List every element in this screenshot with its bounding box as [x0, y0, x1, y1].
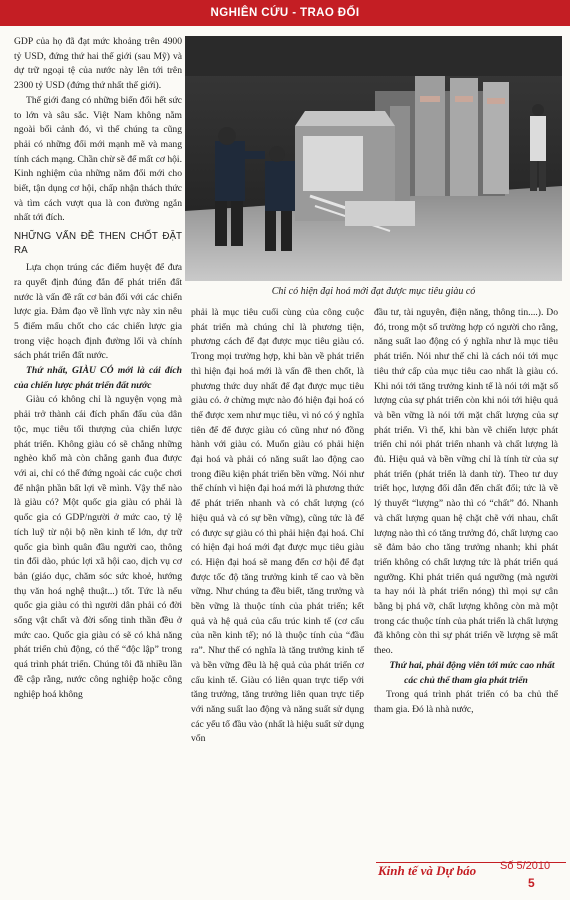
printing-press-image — [185, 36, 562, 281]
paragraph: Lựa chọn trúng các điểm huyệt để đưa ra quyết định đúng đắn để phát triển đất nước là vấn đề rất cơ bản đối với các chiến lược gia. Đảm đạo về lĩnh vực này xin nêu 5 điểm mấu chốt cho các chiến lược gia trong việc hoạch định đường lối và chính sách phát triển đất nước. — [14, 262, 182, 362]
column-3 — [374, 306, 558, 718]
subheading: Thứ nhất, GIÀU CÓ mới là cái đích của chiến lược phát triển đất nước — [14, 365, 182, 391]
photo-caption: Chỉ có hiện đại hoá mới đạt được mục tiêu giàu có — [271, 286, 476, 297]
issue-number: Số 5/2010 — [500, 860, 551, 872]
section-heading: NHỮNG VẤN ĐỀ THEN CHỐT ĐẶT RA — [14, 231, 182, 257]
paragraph: đầu tư, tài nguyên, điện năng, thông tin....). Do đó, trong một số trường hợp có người cho rằng, năng suất lao động có ý nghĩa như là mục tiêu phát triển. Nói như thế chỉ là cách nói tới mục tiêu thứ cấp của mục tiêu cao nhất là giàu có. Khi nói tới tăng trưởng kinh tế là nói tới mặt số lượng của sự phát triển còn khi nói tới hiệu quả và bền vững là nói tới mặt chất lượng của sự phát triển. Vì thế, khi bàn về chiến lược phát triển chỉ nói phát triển nhanh và chất lượng là đủ. Hiệu quả và bền vững chỉ là tính từ của sự phát triển (phát triển là danh từ). Theo tư duy triết học, lượng đổi dẫn đến chất đổi; tức là về lý thuyết “lượng” nào thì có “chất” đó. Nhanh và chất lượng quan hệ chặt chẽ với nhau, chất lượng nào thì có tăng trưởng đó, chất lượng cao sẽ đảm bảo cho tăng trưởng nhanh; khi phát triển không có chất lượng tức là phát triển quá ngưỡng. Khi phát triển quá ngưỡng (mà người ta hay nói là phát triển nóng) thì mọi sự cân bằng bị phá vỡ, chất lượng không còn mà một trong các thuộc tính của phát triển là chất lượng đã không còn thì sự phát triển về lượng sẽ mất theo. — [374, 307, 558, 657]
page-number: 5 — [528, 876, 535, 890]
column-1 — [14, 35, 182, 702]
section-header — [0, 0, 570, 26]
subheading: Thứ hai, phải động viên tới mức cao nhất các chủ thể tham gia phát triển — [389, 659, 555, 686]
paragraph: Thế giới đang có những biến đổi hết sức to lớn và sâu sắc. Việt Nam không nằm ngoài bối cảnh đó, vì thế chúng ta cũng phải có những đổi mới mạnh mẽ và mang tính cách mạng. Chần chừ sẽ để mất cơ hội. Kinh nghiệm của những năm đổi mới cho biết, tận dụng cơ hội, chấp nhận thách thức và tìm cách vượt qua là con đường ngắn nhất tới đích. — [14, 94, 182, 224]
paragraph: Giàu có không chỉ là nguyện vọng mà phải trở thành cái đích phấn đấu của dân tộc, mục tiêu tối thượng của chiến lược phát triển. Không giàu có sẽ chẳng những nghèo khổ mà còn chẳng ganh đua được với ai, chỉ có thể đứng ngoài các cuộc chơi để nhận phần bất lợi về mình. Vậy thế nào là giàu có? Một quốc gia giàu có phải là quốc gia có GDP/người ở mức cao, tỷ lệ tích luỹ từ nội bộ nền kinh tế lớn, dự trữ quốc gia bình quân đầu người cao, thông tin đối dào, phúc lợi xã hội cao, dịch vụ cơ bản (giáo dục, chăm sóc sức khoẻ, hướng thụ văn hoá nghệ thuật...) tốt. Tức là nếu quốc gia giàu có thì người dân phải có đời sống vật chất và đời sống tinh thần đều ở mức cao. Quốc gia giàu có sẽ có khả năng phát triển chủ động, có thể “độc lập” trong quá trình phát triển. Chúng tôi đã nhiều lần đề cập rằng, nước công nghiệp hoặc công nghiệp hoá không — [14, 394, 182, 700]
paragraph: Trong quá trình phát triển có ba chủ thể tham gia. Đó là nhà nước, — [374, 689, 558, 715]
publication-name: Kinh tế và Dự báo — [378, 863, 477, 878]
article-photo — [185, 36, 562, 281]
column-2 — [191, 306, 364, 747]
paragraph: phải là mục tiêu cuối cùng của công cuộc phát triển mà chúng chỉ là phương tiện, phương cách để đạt được mục tiêu giàu có. Trong mọi trường hợp, khi bàn về phát triển thì hiện đại hoá mới là vấn đề then chốt, là phương thức duy nhất để đạt được mục tiêu giàu có. ở chừng mực nào đó hiện đại hoá có thể được xem như mục tiêu, vì nó có ý nghĩa tiên để để được giàu có cũng như nó đồng hành với giàu có. Muốn giàu có phải hiện đại hoá và phải có năng suất lao động cao trong điều kiện phát triển bền vững. Nói như thế chính vì hiện đại hoá mới là phương thức để phát triển nhanh và có chất lượng (có hiệu quả và có sự bền vững), cũng tức là để có được sự giàu có thì phải hiện đại hoá. Chỉ có hiện đại hoá mới đạt được mục tiêu giàu có. Hiện đại hoá sẽ mang đến cơ hội để đạt được tốc độ tăng trưởng kinh tế cao và bền vững. Như chúng ta đều biết, tăng trưởng và bền vững là thuộc tính của phát triển; kết quả và hệ quả của cấu trúc kinh tế (cơ cấu của nền kinh tế); nó là thuộc tính của “đầu ra”. Như thế có nghĩa là tăng trưởng kinh tế và bền vững đều là hệ quả của phát triển cơ cấu kinh tế. Giàu có liên quan trực tiếp với tăng trưởng, tăng trưởng liên quan trực tiếp với năng suất lao động và năng suất sử dụng các yếu tố đầu vào (nhất là hiệu suất sử dụng vốn — [191, 307, 364, 745]
paragraph: GDP của họ đã đạt mức khoảng trên 4900 tỷ USD, đứng thứ hai thế giới (sau Mỹ) và dự trữ ngoại tệ của nước này lên tới trên 2300 tỷ USD (đứng thứ nhất thế giới). — [14, 36, 182, 92]
section-title: NGHIÊN CỨU - TRAO ĐỔI — [210, 7, 360, 19]
